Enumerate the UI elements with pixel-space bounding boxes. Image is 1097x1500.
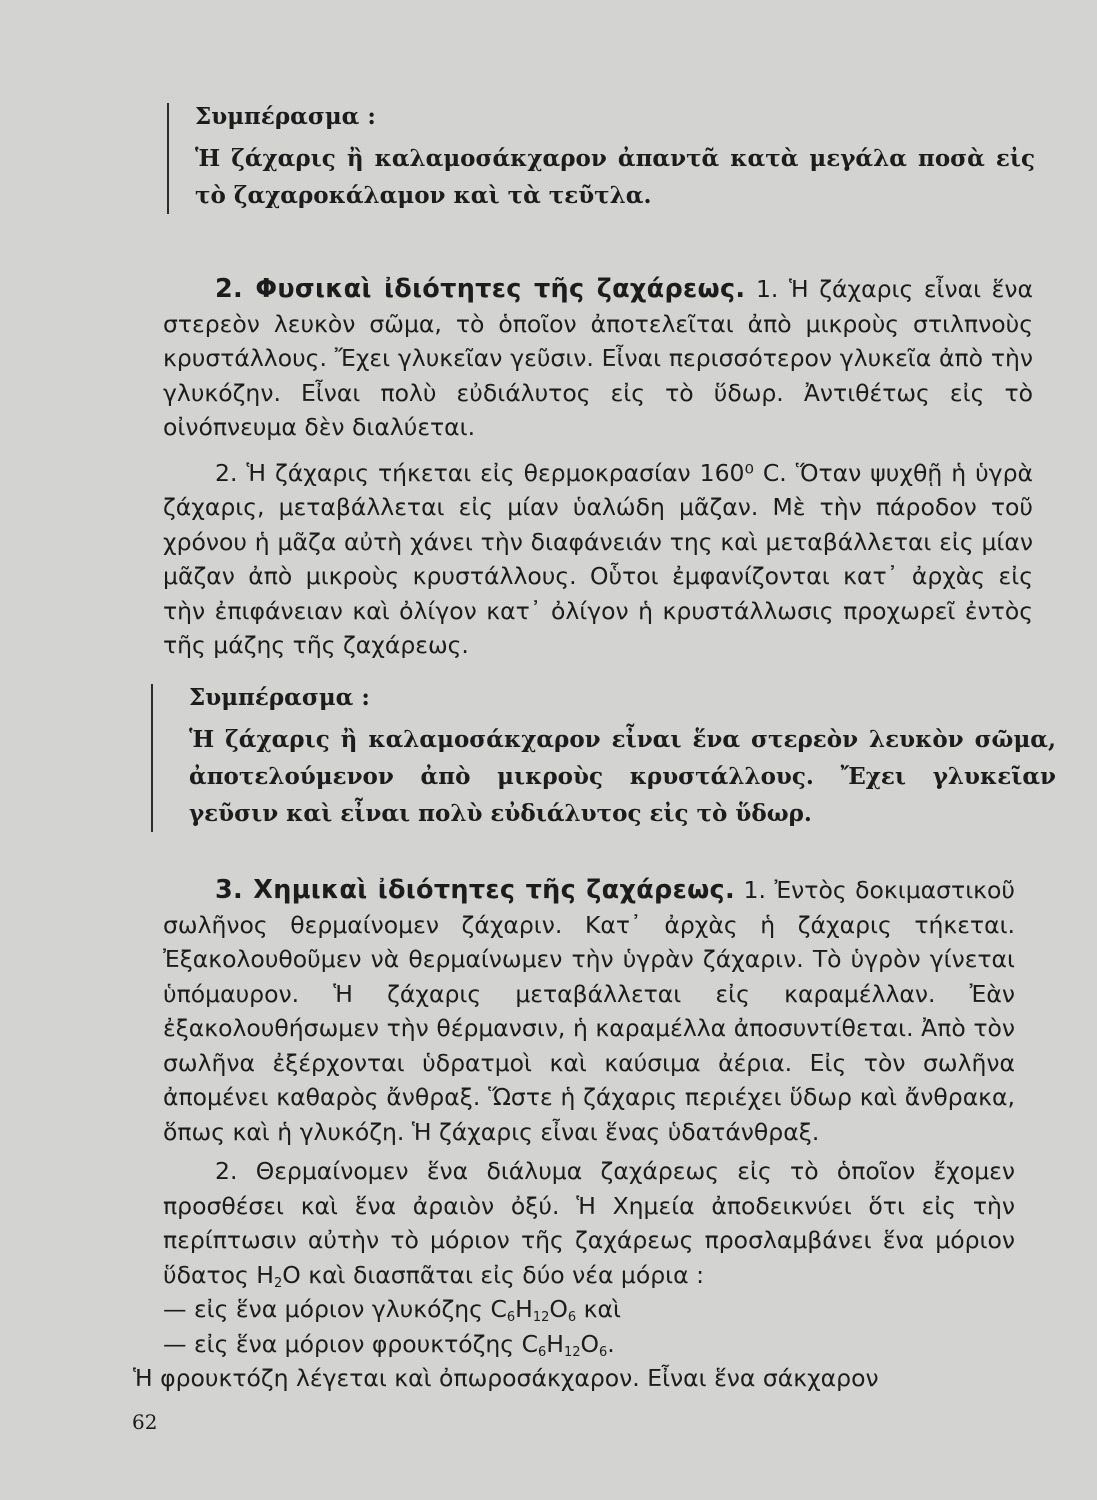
conclusion-text: Ἡ ζάχαρις ἢ καλαμοσάκχαρον εἶναι ἕνα στερεὸν λευκὸν σῶμα, ἀποτελούμενον ἀπὸ μικροὺς κρυστάλλους. Ἔχει γλυκεῖαν γεῦσιν καὶ εἶναι πολὺ εὐδιάλυτος εἰς τὸ ὕδωρ.: [189, 726, 1056, 827]
conclusion-box-2: [151, 684, 1056, 832]
section-physical-properties: [163, 272, 1033, 663]
glucose-formula: $C_6H_{12}O_6$: [490, 1295, 577, 1325]
conclusion-heading: Συμπέρασμα :: [195, 103, 376, 130]
paragraph-3: Ἡ φρουκτόζη λέγεται καὶ ὀπωροσάκχαρον. Εἶναι ἕνα σάκχαρον: [133, 1364, 879, 1392]
water-formula: $H_2O$: [256, 1260, 301, 1291]
list-item-glucose: — εἰς ἕνα μόριον γλυκόζης $C_6H_{12}O_6$ καὶ: [163, 1295, 621, 1325]
conclusion-box-1: [167, 103, 1035, 214]
section-title: 3. Χημικαὶ ἰδιότητες τῆς ζαχάρεως.: [215, 875, 735, 905]
conclusion-heading: Συμπέρασμα :: [189, 684, 370, 711]
section-title: 2. Φυσικαὶ ἰδιότητες τῆς ζαχάρεως.: [215, 274, 746, 304]
section-chemical-properties: [133, 873, 1015, 1396]
conclusion-text: Ἡ ζάχαρις ἢ καλαμοσάκχαρον ἀπαντᾶ κατὰ μεγάλα ποσὰ εἰς τὸ ζαχαροκάλαμον καὶ τὰ τεῦτλα.: [195, 145, 1035, 209]
paragraph-1: 3. Χημικαὶ ἰδιότητες τῆς ζαχάρεως. 1. Ἐντὸς δοκιμαστικοῦ σωλῆνος θερμαίνομεν ζάχαριν. Κατ᾽ ἀρχὰς ἡ ζάχαρις τήκεται. Ἐξακολουθοῦμεν νὰ θερμαίνωμεν τὴν ὑγρὰν ζάχαριν. Τὸ ὑγρὸν γίνεται ὑπόμαυρον. Ἡ ζάχαρις μεταβάλλεται εἰς καραμέλλαν. Ἐὰν ἐξακολουθήσωμεν τὴν θέρμανσιν, ἡ καραμέλλα ἀποσυντίθεται. Ἀπὸ τὸν σωλῆνα ἐξέρχονται ὑδρατμοὶ καὶ καύσιμα ἀέρια. Εἰς τὸν σωλῆνα ἀπομένει καθαρὸς ἄνθραξ. Ὥστε ἡ ζάχαρις περιέχει ὕδωρ καὶ ἄνθρακα, ὅπως καὶ ἡ γλυκόζη. Ἡ ζάχαρις εἶναι ἕνας ὑδατάνθραξ.: [163, 875, 1015, 1146]
paragraph-2: 2. Θερμαίνομεν ἕνα διάλυμα ζαχάρεως εἰς τὸ ὁποῖον ἔχομεν προσθέσει καὶ ἕνα ἀραιὸν ὀξύ. Ἡ Χημεία ἀποδεικνύει ὅτι εἰς τὴν περίπτωσιν αὐτὴν τὸ μόριον τῆς ζαχάρεως προσλαμβάνει ἕνα μόριον ὕδατος $H_2O$ καὶ διασπᾶται εἰς δύο νέα μόρια :: [163, 1157, 1015, 1291]
fructose-formula: $C_6H_{12}O_6$: [521, 1329, 608, 1360]
page-number: 62: [132, 1410, 158, 1434]
paragraph-1: 2. Φυσικαὶ ἰδιότητες τῆς ζαχάρεως. 1. Ἡ ζάχαρις εἶναι ἕνα στερεὸν λευκὸν σῶμα, τὸ ὁποῖον ἀποτελεῖται ἀπὸ μικροὺς στιλπνοὺς κρυστάλλους. Ἔχει γλυκεῖαν γεῦσιν. Εἶναι περισσότερον γλυκεῖα ἀπὸ τὴν γλυκόζην. Εἶναι πολὺ εὐδιάλυτος εἰς τὸ ὕδωρ. Ἀντιθέτως εἰς τὸ οἰνόπνευμα δὲν διαλύεται.: [163, 274, 1033, 441]
paragraph-2: 2. Ἡ ζάχαρις τήκεται εἰς θερμοκρασίαν 160⁰ C. Ὅταν ψυχθῇ ἡ ὑγρὰ ζάχαρις, μεταβάλλεται εἰς μίαν ὑαλώδη μᾶζαν. Μὲ τὴν πάροδον τοῦ χρόνου ἡ μᾶζα αὐτὴ χάνει τὴν διαφάνειάν της καὶ μεταβάλλεται εἰς μίαν μᾶζαν ἀπὸ μικροὺς κρυστάλλους. Οὗτοι ἐμφανίζονται κατ᾽ ἀρχὰς εἰς τὴν ἐπιφάνειαν καὶ ὀλίγον κατ᾽ ὀλίγον ἡ κρυστάλλωσις προχωρεῖ ἐντὸς τῆς μάζης τῆς ζαχάρεως.: [163, 458, 1033, 659]
list-item-fructose: — εἰς ἕνα μόριον φρουκτόζης $C_6H_{12}O_6$.: [163, 1329, 615, 1360]
